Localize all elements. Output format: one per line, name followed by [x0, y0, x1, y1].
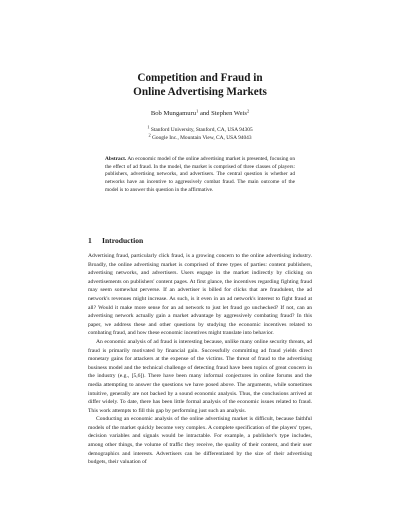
affiliations: [0, 124, 400, 142]
author-joiner: and: [199, 110, 210, 117]
paper-title: [0, 72, 400, 99]
author-line: [0, 110, 400, 118]
author-name: Bob Mungamuru: [150, 110, 197, 117]
author-name: Stephen Weis: [211, 110, 247, 117]
affiliation-text: Google Inc., Mountain View, CA, USA 94043: [152, 134, 252, 141]
affiliation: [0, 132, 400, 143]
abstract-label: Abstract.: [105, 156, 127, 162]
title-line-1: Competition and Fraud in: [137, 72, 263, 84]
body-text: [88, 252, 312, 467]
affiliation-mark: 2: [148, 132, 151, 138]
paragraph: Advertising fraud, particularly click fraud, is a growing concern to the online advertising industry. Broadly, the online advertising market is comprised of three types of parties: content publishers, advertising networks, and advertisers. Users engage in the market indirectly by clicking on advertisements on publishers' content pages. At first glance, the incentives regarding fighting fraud may seem somewhat perverse. If an advertiser is billed for clicks that are fraudulent, the ad network's revenues might increase. As such, is it even in an ad network's interest to fight fraud at all? Would it make more sense for an ad network to just let fraud go unchecked? If not, can an advertising network actually gain a market advantage by aggressively combating fraud? In this paper, we address these and other questions by studying the economic incentives related to combating fraud, and how these economic incentives might translate into behavior.: [88, 253, 312, 337]
paragraph: An economic analysis of ad fraud is interesting because, unlike many online security threats, ad fraud is primarily motivated by financial gain. Successfully committing ad fraud yields direct monetary gains for attackers at the expense of the victims. The threat of fraud to the advertising business model and the technical challenge of detecting fraud have been topics of great concern in the industry (e.g., [5,6]). There have been many informal conjectures in online forums and the media attempting to answer the questions we have posed above. The arguments, while sometimes intuitive, generally are not backed by a sound economic analysis. Thus, the conclusions arrived at differ widely. To date, there has been little formal analysis of the economic issues related to fraud. This work attempts to fill this gap by performing just such an analysis.: [88, 338, 312, 414]
author-mark: 1: [196, 108, 199, 114]
affiliation-text: Stanford University, Stanford, CA, USA 94305: [150, 127, 253, 133]
author-mark: 2: [246, 108, 250, 114]
section-title: Introduction: [102, 236, 144, 245]
section-heading: [88, 236, 143, 245]
title-line-2: Online Advertising Markets: [133, 85, 267, 98]
section-number: 1: [88, 236, 92, 245]
abstract-text: An economic model of the online advertising market is presented, focusing on the effect of ad fraud. In the model, the market is comprised of three classes of players: publishers, advertising networks, and advertisers. The central question is whether ad networks have an incentive to aggressively combat fraud. The main outcome of the model is to answer this question in the affirmative.: [105, 156, 295, 193]
abstract: [105, 156, 295, 195]
affiliation-mark: 1: [147, 124, 150, 130]
paragraph: Conducting an economic analysis of the online advertising market is difficult, because faithful models of the market quickly become very complex. A complete specification of the players' types, decision variables and signals would be intractable. For example, a publisher's type includes, among other things, the volume of traffic they receive, the quality of their content, and their user demographics and interests. Advertisers can be differentiated by the size of their advertising budgets, their valuation of: [88, 416, 312, 466]
